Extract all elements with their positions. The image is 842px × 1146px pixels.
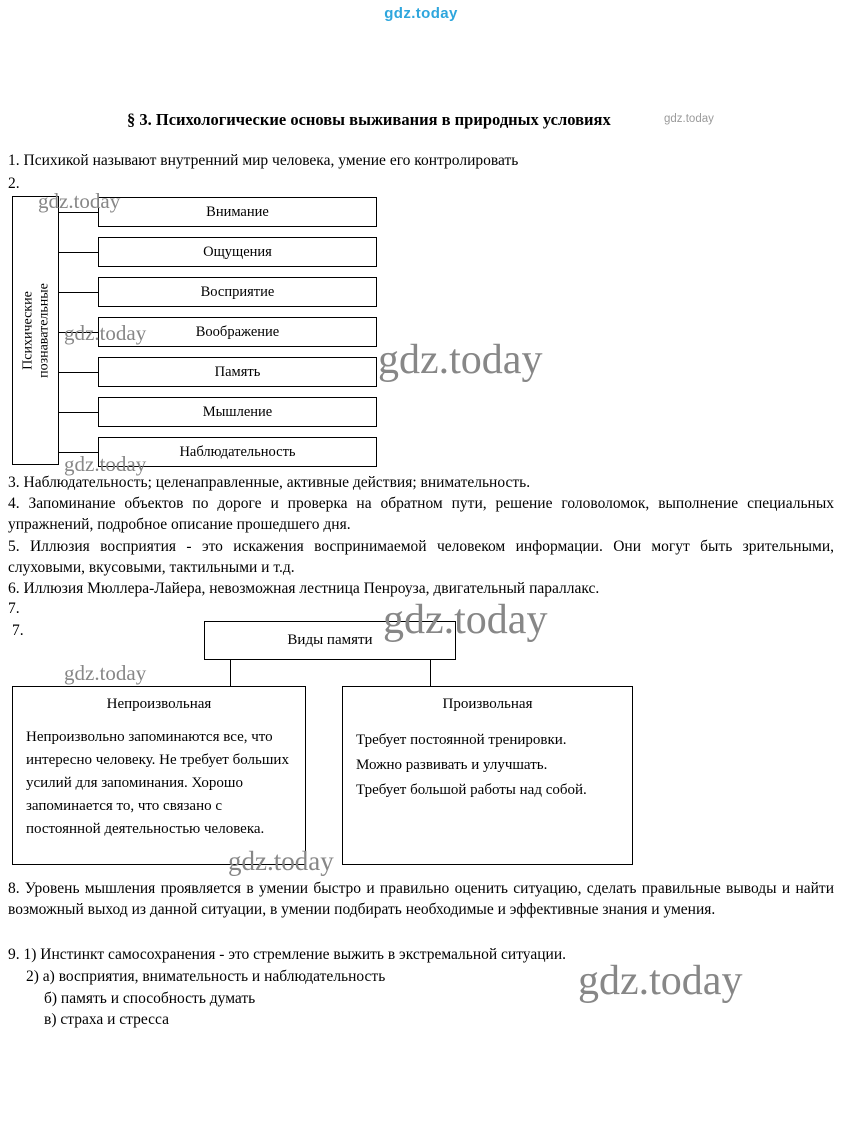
connector-line xyxy=(59,412,98,413)
memory-involuntary-title: Непроизвольная xyxy=(106,696,212,712)
memory-voluntary-line: Требует постоянной тренировки. xyxy=(356,732,567,748)
connector-line xyxy=(59,252,98,253)
title-watermark: gdz.today xyxy=(664,113,714,125)
answer-4: 4. Запоминание объектов по дороге и проверка на обратном пути, решение головоломок, выполнение специальных упражнений, подробное описание прошедшего дня. xyxy=(8,495,834,533)
answer-5: 5. Иллюзия восприятия - это искажения воспринимаемой человеком информации. Они могут быть зрительными, слуховыми, вкусовыми, тактильными и т.д. xyxy=(8,538,834,576)
answer-9-1: 9. 1) Инстинкт самосохранения - это стремление выжить в экстремальной ситуации. xyxy=(8,946,566,963)
cognitive-side-label xyxy=(13,197,60,465)
answer-3: 3. Наблюдательность; целенаправленные, активные действия; внимательность. xyxy=(8,474,531,491)
connector-line xyxy=(59,372,98,373)
process-box-thinking: Мышление xyxy=(98,397,377,427)
watermark: gdz.today xyxy=(64,321,147,345)
cognitive-side-label-text: Психические познавательные xyxy=(20,283,51,378)
answer-8: 8. Уровень мышления проявляется в умении быстро и правильно оценить ситуацию, сделать правильные выводы и найти возможный выход из данной ситуации, в умении подбирать необходимые и эффективные знания и умения. xyxy=(8,880,834,918)
process-box-memory: Память xyxy=(98,357,377,387)
memory-voluntary-title: Произвольная xyxy=(442,696,533,712)
watermark: gdz.today xyxy=(64,452,147,476)
process-box-perception: Восприятие xyxy=(98,277,377,307)
process-box-imagination: Воображение xyxy=(98,317,377,347)
process-box-sensation: Ощущения xyxy=(98,237,377,267)
site-logo: gdz.today xyxy=(384,5,458,22)
memory-voluntary-line: Можно развивать и улучшать. xyxy=(356,757,548,773)
watermark: gdz.today xyxy=(378,337,543,383)
watermark: gdz.today xyxy=(38,189,121,213)
answer-9-2c: в) страха и стресса xyxy=(44,1011,169,1028)
memory-involuntary-body: Непроизвольно запоминаются все, что интересно человеку. Не требует больших усилий для запоминания. Хорошо запоминается то, что связано с постоянной деятельностью человека. xyxy=(26,729,289,837)
memory-voluntary-line: Требует большой работы над собой. xyxy=(356,782,587,798)
answer-9-2a: 2) а) восприятия, внимательность и наблюдательность xyxy=(26,968,386,985)
connector-line xyxy=(430,660,431,686)
answer-6: 6. Иллюзия Мюллера-Лайера, невозможная лестница Пенроуза, двигательный параллакс. xyxy=(8,580,600,597)
connector-line xyxy=(230,660,231,686)
memory-root-box: Виды памяти xyxy=(204,621,456,660)
page-title: § 3. Психологические основы выживания в природных условиях xyxy=(127,110,611,129)
answer-7b: 7. xyxy=(12,622,24,639)
watermark: gdz.today xyxy=(578,958,743,1004)
watermark: gdz.today xyxy=(228,846,334,876)
connector-line xyxy=(59,292,98,293)
process-box-observation: Наблюдательность xyxy=(98,437,377,467)
memory-voluntary-box xyxy=(342,686,633,865)
answer-2: 2. xyxy=(8,175,20,192)
answer-1: 1. Психикой называют внутренний мир человека, умение его контролировать xyxy=(8,152,519,169)
answer-7a: 7. xyxy=(8,600,20,617)
memory-involuntary-box xyxy=(12,686,306,865)
watermark: gdz.today xyxy=(64,661,147,685)
watermark: gdz.today xyxy=(383,597,548,643)
process-box-attention: Внимание xyxy=(98,197,377,227)
answer-9-2b: б) память и способность думать xyxy=(44,990,256,1007)
memory-voluntary-body xyxy=(343,713,632,803)
